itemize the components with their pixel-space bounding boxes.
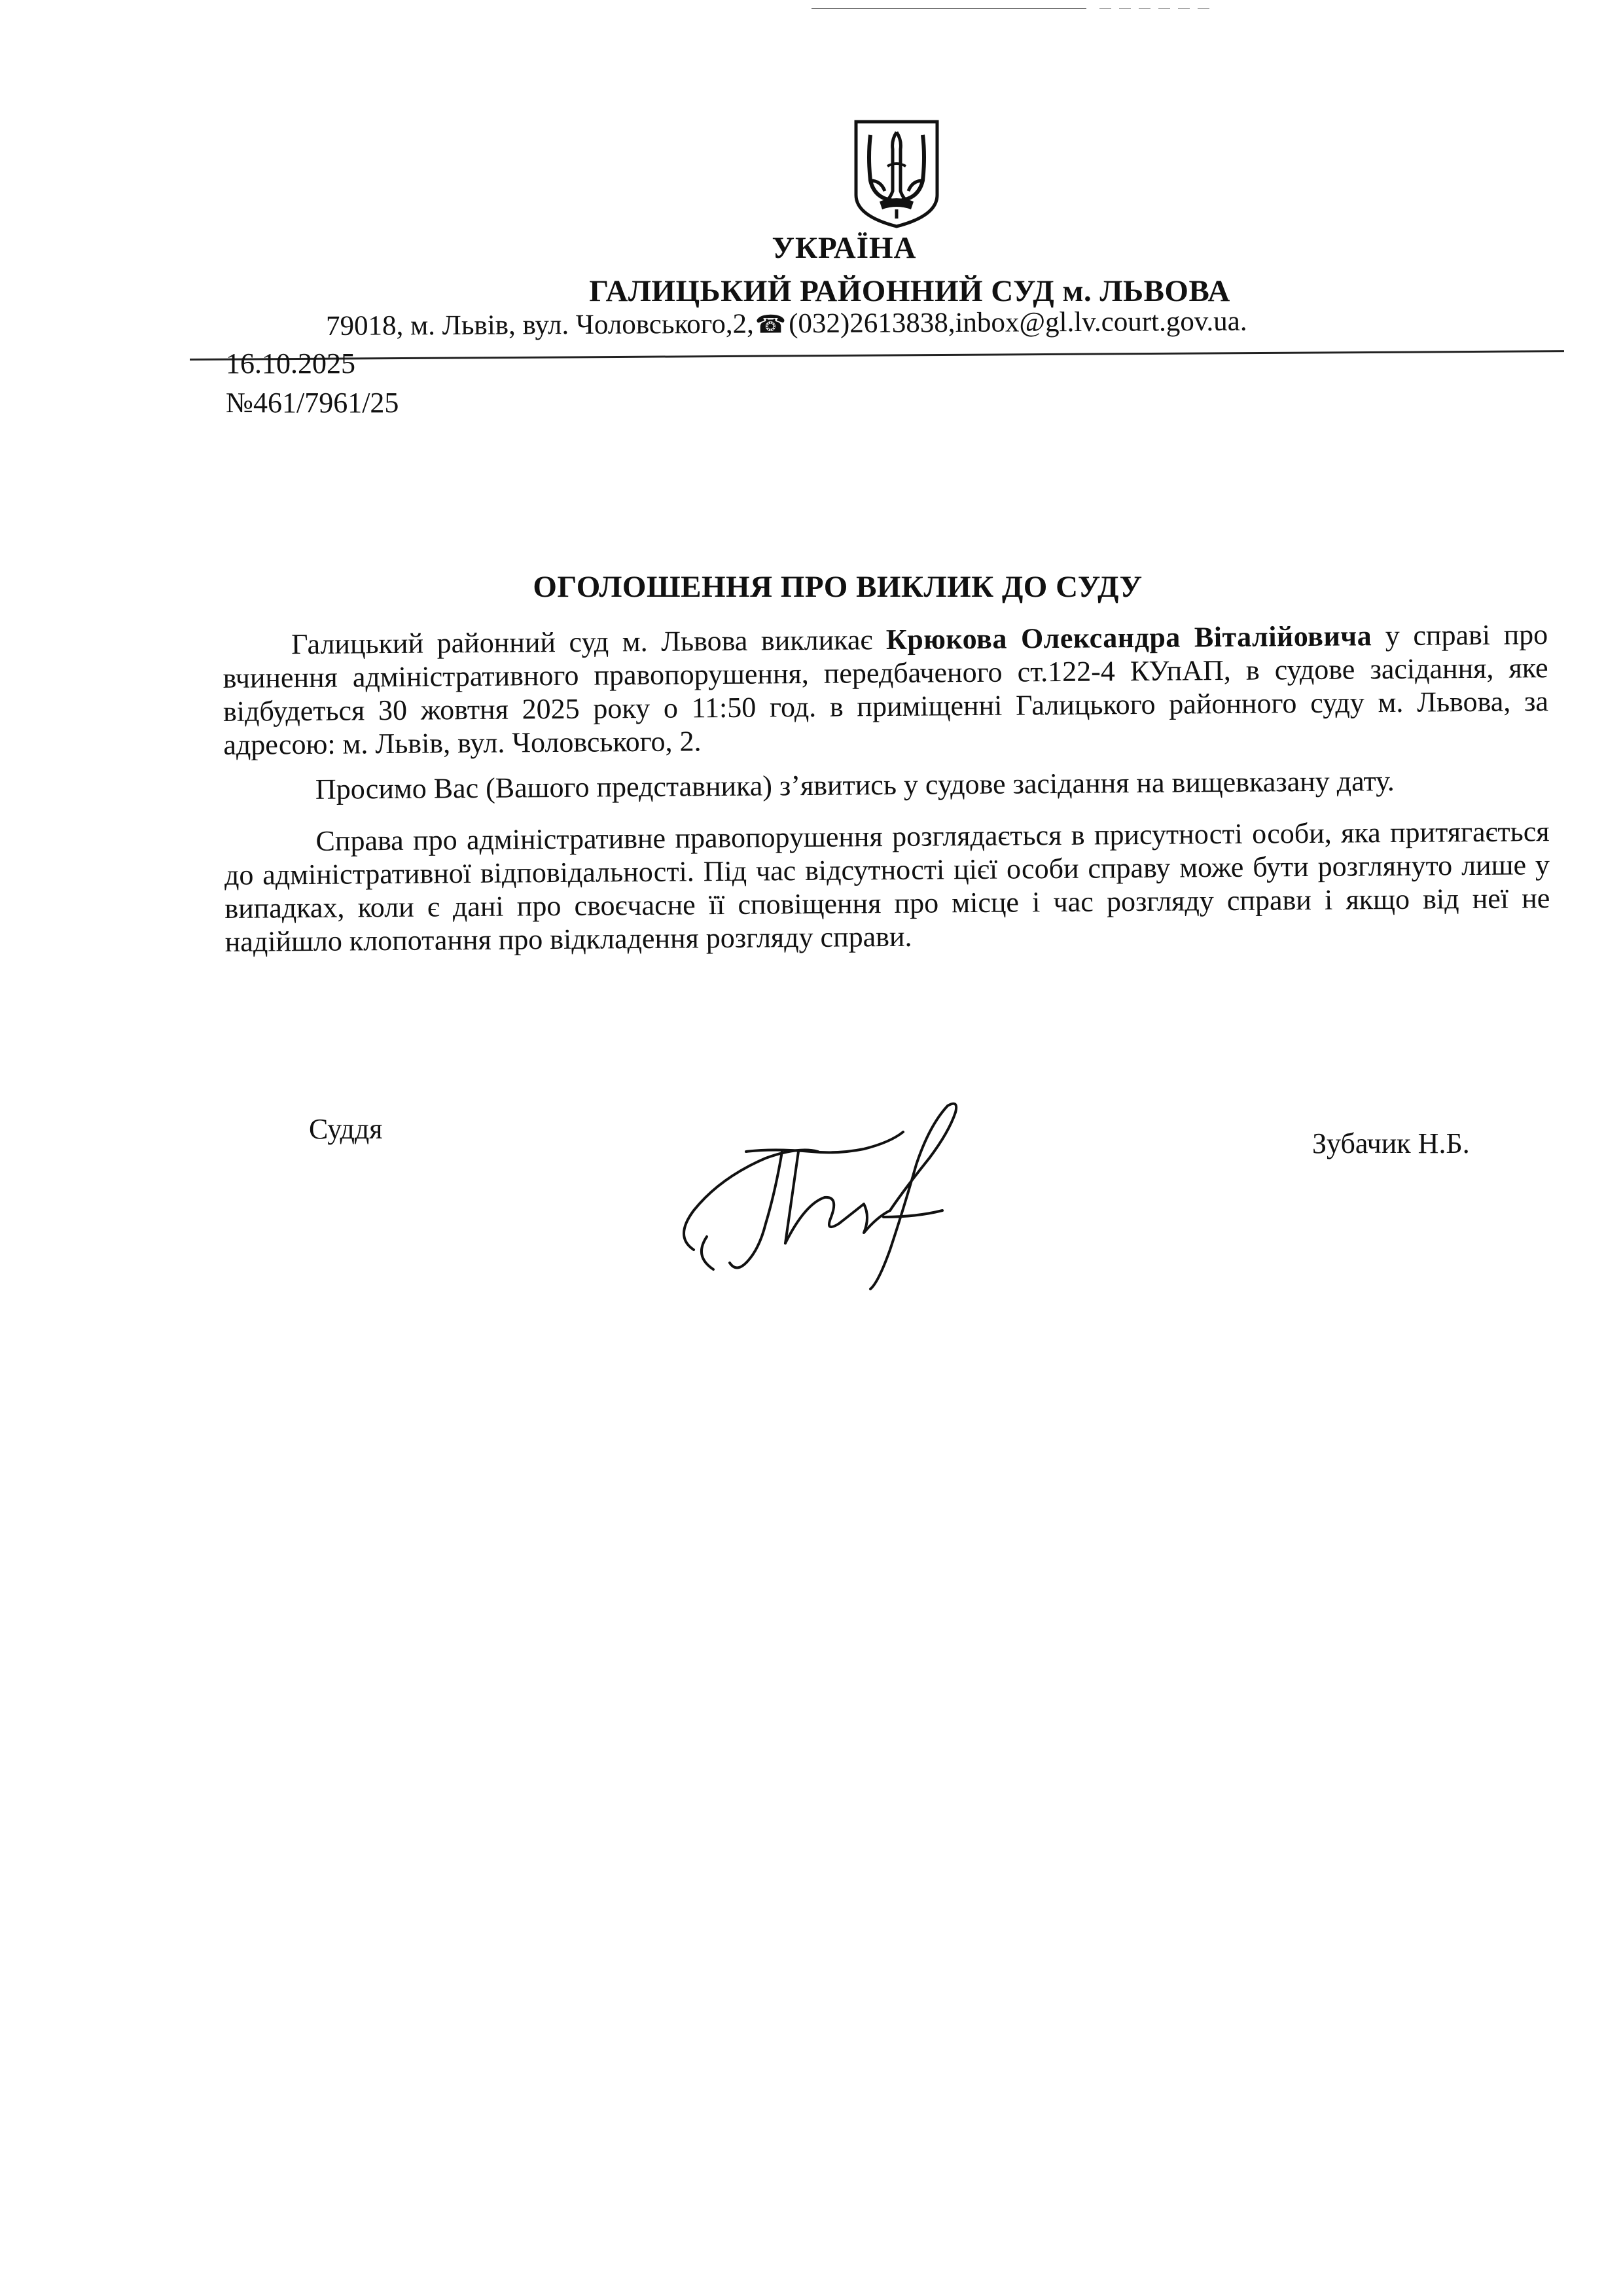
address-text: 79018, м. Львів, вул. Чоловського,2, — [325, 308, 754, 342]
paragraph-text: Галицький районний суд м. Львова викликає — [291, 624, 887, 661]
document-date: 16.10.2025 — [226, 347, 355, 380]
telephone-icon: ☎ — [755, 311, 787, 339]
paragraph-summons — [223, 618, 1549, 762]
court-name: ГАЛИЦЬКИЙ РАЙОННИЙ СУД м. ЛЬВОВА — [589, 274, 1230, 308]
header-divider — [190, 350, 1564, 361]
document-title: ОГОЛОШЕННЯ ПРО ВИКЛИК ДО СУДУ — [533, 570, 1143, 604]
phone-number: (032)2613838 — [789, 308, 948, 340]
paragraph-procedure: Справа про адміністративне правопорушення розглядається в присутності особи, яка притягається до адміністративної відповідальності. Під час відсутності цієї особи справу може бути розглянуто лише у випадках, коли є дані про своєчасне її сповіщення про місце і час розгляду справи і якщо від неї не надійшло клопотання про відкладення розгляду справи. — [224, 815, 1550, 958]
tryzub-emblem-icon — [851, 118, 942, 229]
scan-artifact-line — [812, 7, 1217, 10]
judge-label: Суддя — [309, 1113, 383, 1145]
court-address: 79018, м. Львів, вул. Чоловського,2,☎(032)2613838,inbox@gl.lv.court.gov.ua. — [325, 306, 1247, 342]
judge-name: Зубачик Н.Б. — [1312, 1127, 1470, 1159]
paragraph-request: Просимо Вас (Вашого представника) з’явитись у судове засідання на вищевказану дату. — [315, 764, 1395, 805]
document-body — [223, 618, 1550, 970]
paragraph-text: у справі про вчинення адміністративного правопорушення, передбаченого ст.122-4 КУпАП, в судове засідання, яке відбудеться 30 жовтня 2025 року о 11:50 год. в приміщенні Галицького районного суду м. Львова, за адресою: м. Львів, вул. Чоловського, 2. — [223, 618, 1549, 761]
summoned-person-name: Крюкова Олександра Віталійовича — [885, 620, 1372, 656]
email-address: inbox@gl.lv.court.gov.ua. — [955, 306, 1247, 338]
country-name: УКРАЇНА — [772, 231, 917, 265]
document-number: №461/7961/25 — [226, 387, 399, 419]
handwritten-signature-icon — [668, 1086, 995, 1302]
